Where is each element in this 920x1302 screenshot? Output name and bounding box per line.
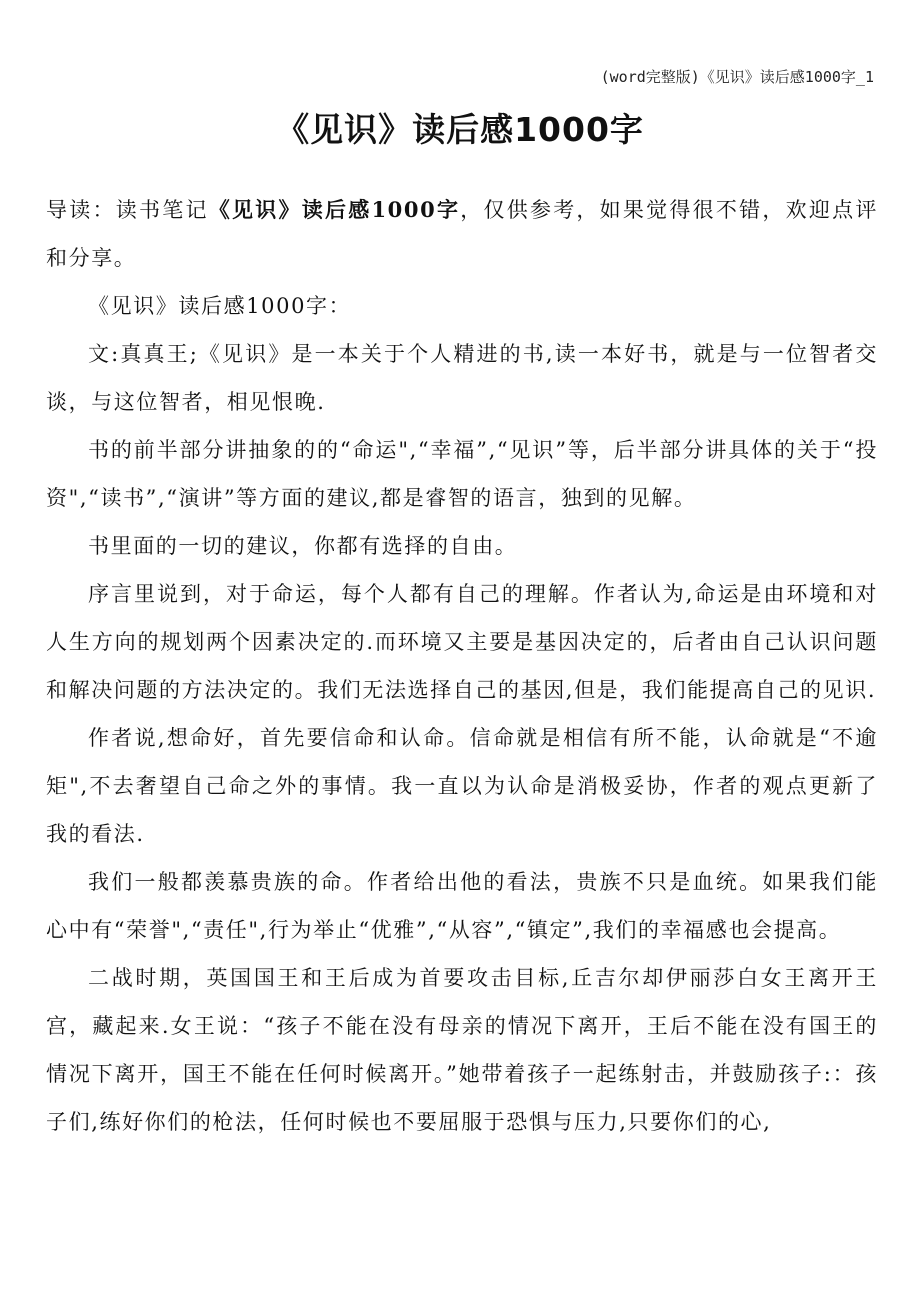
body-paragraph: 作者说,想命好，首先要信命和认命。信命就是相信有所不能，认命就是“不逾矩",不去奢望自己命之外的事情。我一直以为认命是消极妥协，作者的观点更新了我的看法. [46,726,878,846]
page-title: 《见识》读后感1000字 [276,110,644,149]
body-paragraph: 文:真真王;《见识》是一本关于个人精进的书,读一本好书，就是与一位智者交谈，与这位智者，相见恨晚. [46,342,878,414]
body-paragraph: 书的前半部分讲抽象的的“命运",“幸福”,“见识”等，后半部分讲具体的关于“投资",“读书”,“演讲”等方面的建议,都是睿智的语言，独到的见解。 [46,438,878,510]
document-body [46,186,878,1146]
body-paragraph: 书里面的一切的建议，你都有选择的自由。 [88,534,518,558]
subtitle-paragraph: 《见识》读后感1000字： [88,294,352,318]
intro-suffix: ，仅供参考，如果觉得很不错，欢迎点评和分享。 [46,198,878,270]
body-paragraph: 我们一般都羡慕贵族的命。作者给出他的看法，贵族不只是血统。如果我们能心中有“荣誉",“责任",行为举止“优雅”,“从容”,“镇定”,我们的幸福感也会提高。 [46,870,878,942]
intro-paragraph [46,186,878,282]
intro-prefix: 导读：读书笔记 [46,198,209,222]
running-header: (word完整版)《见识》读后感1000字_1 [600,68,874,86]
body-paragraph: 序言里说到，对于命运，每个人都有自己的理解。作者认为,命运是由环境和对人生方向的规划两个因素决定的.而环境又主要是基因决定的，后者由自己认识问题和解决问题的方法决定的。我们无法选择自己的基因,但是，我们能提高自己的见识. [46,582,878,702]
body-paragraph: 二战时期，英国国王和王后成为首要攻击目标,丘吉尔却伊丽莎白女王离开王宫，藏起来.女王说：“孩子不能在没有母亲的情况下离开，王后不能在没有国王的情况下离开，国王不能在任何时候离开。”她带着孩子一起练射击，并鼓励孩子:：孩子们,练好你们的枪法，任何时候也不要屈服于恐惧与压力,只要你们的心, [46,966,878,1134]
intro-bold-title: 《见识》读后感1000字 [208,197,461,222]
